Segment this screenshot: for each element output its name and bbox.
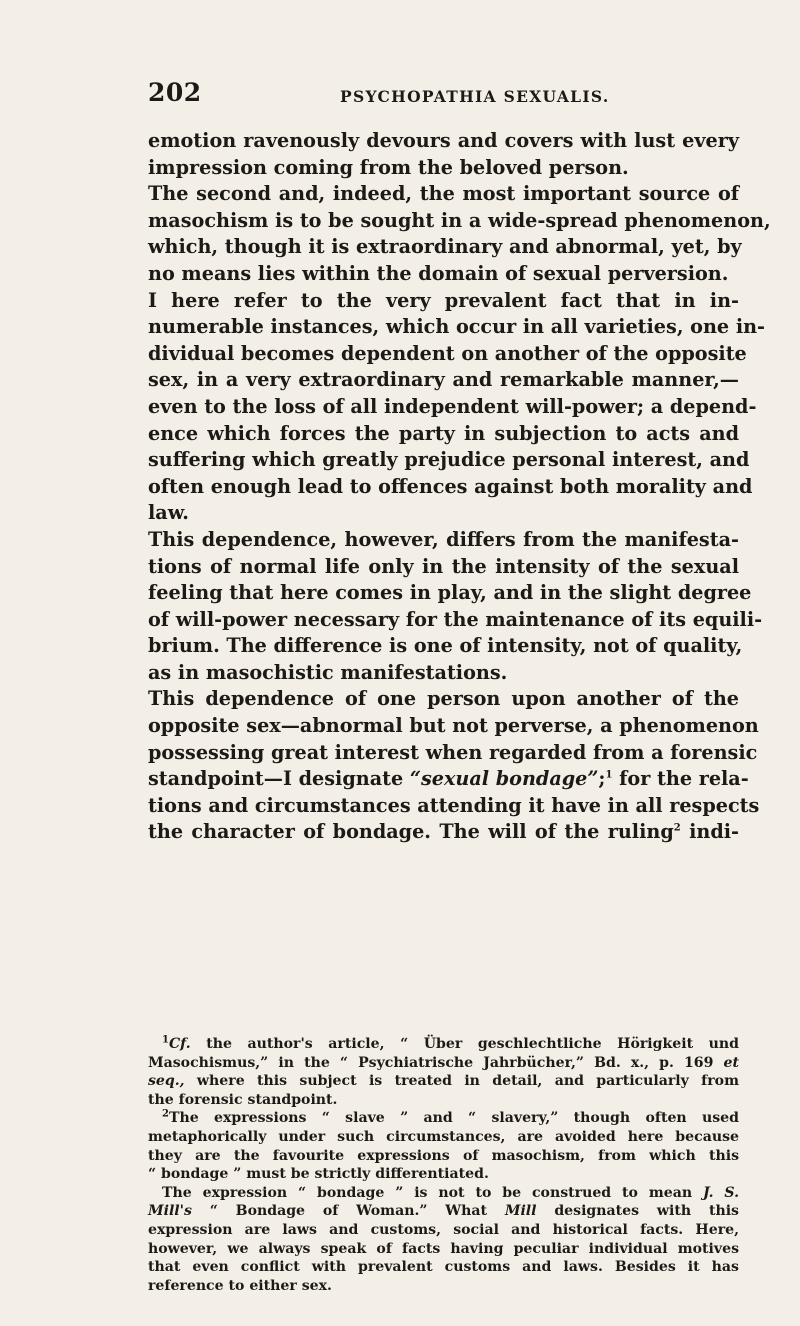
text-line: brium. The difference is one of intensity, not of quality, [148,634,743,658]
text-fragment: The expressions “ slave ” and “ slavery,” though often used [168,1110,739,1127]
text-line [148,766,749,793]
text-fragment: Masochismus,” in the “ Psychiatrische Jahrbücher,” Bd. x., p. 169 [148,1054,714,1071]
footnote-line: expression are laws and customs, social and historical facts. Here, [148,1221,739,1238]
author-name: J. S. [703,1184,739,1201]
text-fragment: the character of bondage. The will of the ruling [148,820,674,844]
text-line: I here refer to the very prevalent fact that in in- [148,288,739,312]
page-header [148,78,748,110]
text-fragment: “ Bondage of Woman.” What [191,1203,488,1220]
text-fragment: designates with this [536,1203,739,1220]
et-abbrev: et [713,1054,740,1071]
footnotes [148,1035,739,1295]
footnote-line [148,1202,739,1221]
italic-phrase: “sexual bondage” [409,767,599,791]
footnote-line [148,1109,739,1128]
text-line: law. [148,501,189,525]
page-number: 202 [148,78,202,107]
seq-abbrev: seq., [148,1073,185,1090]
text-line [148,819,739,846]
footnote-mark: 1 [162,1034,169,1046]
text-line: sex, in a very extraordinary and remarkable manner,— [148,368,739,392]
text-line: even to the loss of all independent will-power; a depend- [148,394,757,418]
footnote-line [148,1184,739,1203]
text-fragment: The expression “ bondage ” is not to be construed to mean [162,1184,693,1201]
text-line: masochism is to be sought in a wide-spread phenomenon, [148,208,771,232]
text-line: This dependence of one person upon another of the [148,687,739,711]
text-line: numerable instances, which occur in all varieties, one in- [148,315,766,339]
text-line: opposite sex—abnormal but not perverse, a phenomenon [148,714,759,738]
cf-abbrev: Cf. [168,1036,191,1052]
text-line: as in masochistic manifestations. [148,660,508,684]
text-fragment: ; [598,767,606,791]
footnote-ref[interactable]: 2 [673,823,681,835]
text-line: dividual becomes dependent on another of the opposite [148,341,747,365]
running-head: PSYCHOPATHIA SEXUALIS. [340,87,610,106]
footnote-line: reference to either sex. [148,1277,332,1294]
text-line: ence which forces the party in subjection to acts and [148,421,739,445]
text-fragment: for the rela- [612,767,749,791]
footnote-line: they are the favourite expressions of masochism, from which this [148,1147,739,1164]
footnote-line: the forensic standpoint. [148,1091,338,1108]
text-line: of will-power necessary for the maintenance of its equili- [148,607,763,631]
text-fragment: indi- [680,820,739,844]
footnote-line [148,1072,739,1091]
text-line: This dependence, however, differs from the manifesta- [148,527,739,551]
text-fragment: where this subject is treated in detail, and particularly from [184,1073,739,1090]
footnote-line: “ bondage ” must be strictly differentiated. [148,1166,489,1183]
text-line: tions and circumstances attending it have in all respects [148,793,760,817]
text-line: often enough lead to offences against both morality and [148,474,753,498]
text-line: suffering which greatly prejudice personal interest, and [148,448,750,472]
text-line: feeling that here comes in play, and in the slight degree [148,581,752,605]
text-fragment: the author's article, “ Über geschlechtliche Hörigkeit und [190,1036,739,1052]
text-line: The second and, indeed, the most important source of [148,182,739,206]
footnote-line: metaphorically under such circumstances, are avoided here because [148,1128,739,1145]
body-text [148,128,771,846]
text-fragment: standpoint—I designate [148,767,404,791]
text-line: emotion ravenously devours and covers with lust every [148,129,739,152]
text-line: impression coming from the beloved person. [148,155,629,179]
text-line: no means lies within the domain of sexual perversion. [148,261,729,285]
footnote-line: that even conflict with prevalent customs and laws. Besides it has [148,1259,739,1276]
author-name: Mill's [148,1203,192,1220]
footnote-ref[interactable]: 1 [605,769,613,781]
footnote-line [148,1054,739,1073]
footnote-line [148,1035,739,1054]
text-line: which, though it is extraordinary and abnormal, yet, by [148,235,742,259]
text-line: tions of normal life only in the intensity of the sexual [148,554,739,578]
author-name: Mill [504,1203,537,1220]
text-line: possessing great interest when regarded from a forensic [148,740,758,764]
footnote-line: however, we always speak of facts having peculiar individual motives [148,1240,739,1257]
footnote-mark: 2 [162,1108,169,1120]
